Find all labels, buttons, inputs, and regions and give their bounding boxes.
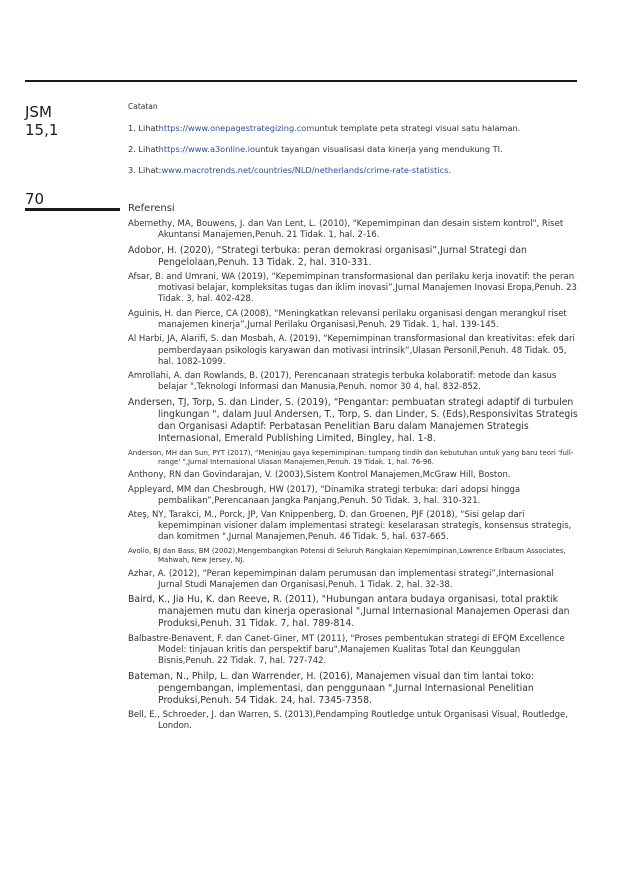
top-rule	[25, 80, 577, 82]
reference-entry: Afsar, B. and Umrani, WA (2019), “Kepemimpinan transformasional dan perilaku kerja inovatif: the peran motivasi belajar, kompleksitas tugas dan iklim inovasi”,Jurnal Manajemen Inovasi Eropa,Penuh. 23 Tidak. 3, hal. 402-428.	[128, 272, 577, 305]
note-link[interactable]: https://www.onepagestrategizing.com	[158, 123, 315, 133]
section-rule	[25, 208, 120, 211]
reference-entry: Ateş, NY, Tarakci, M., Porck, JP, Van Knippenberg, D. dan Groenen, PJF (2018), “Sisi gelap dari kepemimpinan visioner dalam implementasi strategi: keselarasan strategis, konsensus strategis, dan komitmen ",Jurnal Manajemen,Penuh. 46 Tidak. 5, hal. 637-665.	[128, 510, 572, 543]
reference-entry: Abernethy, MA, Bouwens, J. dan Van Lent, L. (2010), "Kepemimpinan dan desain sistem kontrol", Riset Akuntansi Manajemen,Penuh. 21 Tidak. 1, hal. 2-16.	[128, 219, 564, 241]
journal-abbr: JSM	[25, 103, 52, 121]
reference-entry: Avolio, BJ dan Bass, BM (2002),Mengembangkan Potensi di Seluruh Rangkaian Kepemimpinan,Lawrence Erlbaum Associates, Mahwah, New Jersey, NJ.	[128, 547, 566, 565]
page-number: 70	[25, 190, 45, 208]
notes-section	[128, 102, 598, 186]
note-suffix: untuk tayangan visualisasi data kinerja yang mendukung TI.	[255, 144, 503, 154]
reference-entry: Al Harbi, JA, Alarifi, S. dan Mosbah, A. (2019), “Kepemimpinan transformasional dan kreativitas: efek dari pemberdayaan psikologis karyawan dan motivasi intrinsik”,Ulasan Personil,Penuh. 48 Tidak. 05, hal. 1082-1099.	[128, 334, 575, 367]
note-suffix: untuk template peta strategi visual satu halaman.	[314, 123, 521, 133]
reference-entry: Amrollahi, A. dan Rowlands, B. (2017), Perencanaan strategis terbuka kolaboratif: metode dan kasus belajar ",Teknologi Informasi dan Manusia,Penuh. nomor 30 4, hal. 832-852.	[128, 371, 557, 393]
note-item	[128, 123, 598, 133]
reference-entry: Andersen, TJ, Torp, S. dan Linder, S. (2019), “Pengantar: pembuatan strategi adaptif di turbulen lingkungan ", dalam Juul Andersen, T., Torp, S. dan Linder, S. (Eds),Responsivitas Strategis dan Organisasi Adaptif: Perbatasan Penelitian Baru dalam Manajemen Strategis Internasional, Emerald Publishing Limited, Bingley, hal. 1-8.	[128, 396, 578, 444]
reference-entry: Anderson, MH dan Sun, PYT (2017), “Meninjau gaya kepemimpinan: tumpang tindih dan kebutuhan untuk yang baru teori 'full-range' ",Jurnal Internasional Ulasan Manajemen,Penuh. 19 Tidak. 1, hal. 76-96.	[128, 448, 574, 466]
note-item	[128, 165, 598, 175]
notes-title: Catatan	[128, 102, 158, 111]
reference-entry: Anthony, RN dan Govindarajan, V. (2003),Sistem Kontrol Manajemen,McGraw Hill, Boston.	[128, 470, 511, 481]
reference-entry: Azhar, A. (2012), “Peran kepemimpinan dalam perumusan dan implementasi strategi”,Internasional Jurnal Studi Manajemen dan Organisasi,Penuh. 1 Tidak. 2, hal. 32-38.	[128, 568, 554, 590]
reference-entry: Appleyard, MM dan Chesbrough, HW (2017), “Dinamika strategi terbuka: dari adopsi hingga pembalikan”,Perencanaan Jangka Panjang,Penuh. 50 Tidak. 3, hal. 310-321.	[128, 484, 521, 506]
note-suffix: .	[448, 165, 452, 175]
journal-volume: 15,1	[25, 121, 59, 139]
journal-label	[25, 103, 58, 139]
note-link[interactable]: www.macrotrends.net/countries/NLD/netherlands/crime-rate-statistics	[161, 165, 449, 175]
note-item	[128, 144, 598, 154]
references-title: Referensi	[128, 203, 175, 214]
note-prefix: 1. Lihat	[128, 123, 159, 133]
note-prefix: 2. Lihat	[128, 144, 159, 154]
reference-list	[128, 219, 578, 732]
references-section	[128, 203, 578, 736]
reference-entry: Baird, K., Jia Hu, K. dan Reeve, R. (2011), "Hubungan antara budaya organisasi, total praktik manajemen mutu dan kinerja operasional ",Jurnal Internasional Manajemen Operasi dan Produksi,Penuh. 31 Tidak. 7, hal. 789-814.	[128, 594, 570, 630]
reference-entry: Bateman, N., Philp, L. dan Warrender, H. (2016), Manajemen visual dan tim lantai toko: pengembangan, implementasi, dan penggunaan ",Jurnal Internasional Penelitian Produksi,Penuh. 54 Tidak. 24, hal. 7345-7358.	[128, 670, 535, 706]
reference-entry: Adobor, H. (2020), “Strategi terbuka: peran demokrasi organisasi”,Jurnal Strategi dan Pengelolaan,Penuh. 13 Tidak. 2, hal. 310-331.	[128, 244, 527, 268]
reference-entry: Aguinis, H. dan Pierce, CA (2008), “Meningkatkan relevansi perilaku organisasi dengan merangkul riset manajemen kinerja”,Jurnal Perilaku Organisasi,Penuh. 29 Tidak. 1, hal. 139-145.	[128, 308, 567, 330]
note-prefix: 3. Lihat:	[128, 165, 162, 175]
note-link[interactable]: https://www.a3online.io	[158, 144, 256, 154]
reference-entry: Bell, E., Schroeder, J. dan Warren, S. (2013),Pendamping Routledge untuk Organisasi Visual, Routledge, London.	[128, 710, 568, 732]
reference-entry: Balbastre-Benavent, F. dan Canet-Giner, MT (2011), "Proses pembentukan strategi di EFQM Excellence Model: tinjauan kritis dan perspektif baru",Manajemen Kualitas Total dan Keunggulan Bisnis,Penuh. 22 Tidak. 7, hal. 727-742.	[128, 634, 565, 667]
